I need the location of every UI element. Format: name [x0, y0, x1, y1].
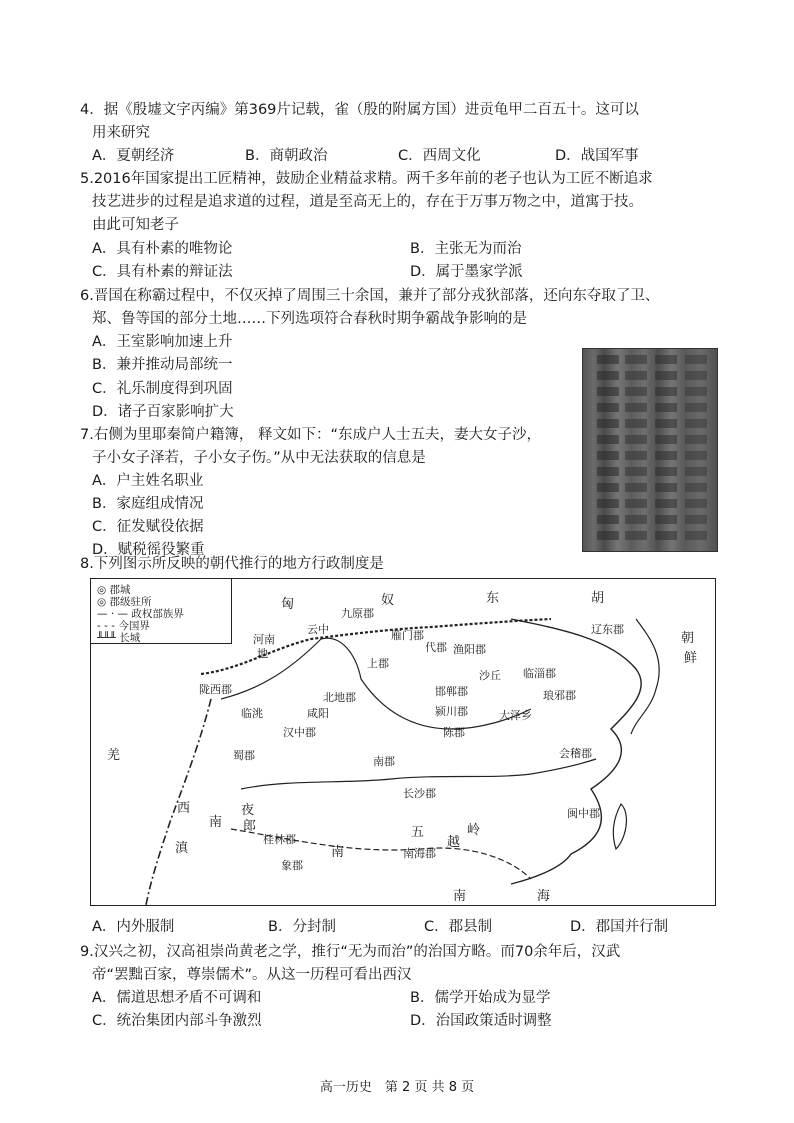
q6-option-d: D．诸子百家影响扩大 [92, 404, 234, 420]
region-qiang: 羌 [107, 748, 121, 763]
q4-option-c: C．西周文化 [398, 148, 481, 164]
q7-option-a: A．户主姓名职业 [92, 473, 204, 489]
q7-option-c: C．征发赋役依据 [92, 519, 204, 535]
commandery-shang: 上郡 [367, 657, 389, 670]
q5-option-c: C．具有朴素的辩证法 [92, 264, 233, 280]
q4-option-d: D．战国军事 [555, 148, 639, 164]
q5-option-b: B．主张无为而治 [410, 241, 522, 257]
legend-commandery-seat: ◎ 郡城 [97, 584, 131, 596]
region-yue: 越 [447, 835, 461, 850]
region-ling: 岭 [467, 823, 481, 838]
commandery-yuyang: 渔阳郡 [453, 643, 486, 656]
q7-line2: 子小女子泽若，子小女子伤。”从中无法获取的信息是 [92, 450, 426, 466]
commandery-xiang: 象郡 [281, 859, 303, 872]
commandery-yunzhong: 云中 [307, 623, 329, 636]
region-xi: 西 [177, 801, 191, 816]
legend-commandery-station: ◎ 郡级驻所 [97, 596, 152, 608]
region-nan-1: 南 [209, 815, 223, 830]
q5-option-d: D．属于墨家学派 [410, 264, 523, 280]
q4-line1: 4．据《殷墟文字丙编》第369片记载，雀（殷的附属方国）进贡龟甲二百五十。这可以 [80, 102, 639, 118]
commandery-yanmen: 雁门郡 [391, 629, 424, 642]
q5-line3: 由此可知老子 [92, 217, 179, 233]
q7-line1: 7.右侧为里耶秦简户籍簿， 释文如下：“东成户人士五夫，妻大女子沙， [80, 427, 541, 443]
q9-option-a: A．儒道思想矛盾不可调和 [92, 990, 262, 1006]
commandery-beidi: 北地郡 [323, 691, 356, 704]
commandery-linzi: 临淄郡 [523, 667, 556, 680]
place-dazexiang: 大泽乡 [499, 709, 532, 722]
qin-bamboo-slip-image [582, 348, 718, 552]
q6-line1: 6.晋国在称霸过程中，不仅灭掉了周围三十余国，兼并了部分戎狄部落，还向东夺取了卫、 [80, 288, 660, 304]
commandery-longxi: 陇西郡 [199, 683, 232, 696]
q9-option-c: C．统治集团内部斗争激烈 [92, 1013, 262, 1029]
commandery-shu: 蜀郡 [233, 749, 255, 762]
commandery-liaodong: 辽东郡 [591, 623, 624, 636]
q8-option-b: B．分封制 [268, 919, 336, 935]
region-lang: 郎 [243, 819, 257, 834]
commandery-kuaiji: 会稽郡 [559, 747, 592, 760]
legend-great-wall: ╨╨╨ 长城 [97, 632, 141, 644]
region-nan-3: 南 [453, 889, 467, 904]
q8-option-c: C．郡县制 [424, 919, 493, 935]
q5-line1: 5.2016年国家提出工匠精神，鼓励企业精益求精。两千多年前的老子也认为工匠不断追求 [80, 171, 653, 187]
place-lintao: 临洮 [241, 707, 263, 720]
legend-modern-border: - - - 今国界 [97, 620, 150, 632]
region-ye: 夜 [241, 803, 255, 818]
q6-option-a: A．王室影响加速上升 [92, 334, 233, 350]
commandery-yingchuan: 颍川郡 [435, 705, 468, 718]
region-nu: 奴 [381, 593, 395, 608]
q4-option-b: B．商朝政治 [245, 148, 328, 164]
region-di: 地 [257, 647, 268, 660]
page-footer: 高一历史 第 2 页 共 8 页 [319, 1080, 475, 1095]
region-hu: 胡 [591, 591, 605, 606]
commandery-jiuyuan: 九原郡 [341, 607, 374, 620]
commandery-changsha: 长沙郡 [403, 787, 436, 800]
legend-regime-border: — · — 政权部族界 [97, 608, 184, 620]
region-xian: 鲜 [684, 651, 698, 666]
region-nan-2: 南 [331, 845, 345, 860]
q5-option-a: A．具有朴素的唯物论 [92, 241, 233, 257]
map-legend [91, 579, 232, 644]
region-wu: 五 [411, 825, 425, 840]
q6-line2: 郑、鲁等国的部分土地……下列选项符合春秋时期争霸战争影响的是 [92, 311, 527, 327]
region-dong: 东 [486, 591, 500, 606]
q7-option-b: B．家庭组成情况 [92, 496, 204, 512]
commandery-langya: 琅邪郡 [543, 689, 576, 702]
q8-line1: 8.下列图示所反映的朝代推行的地方行政制度是 [80, 556, 384, 572]
region-chao: 朝 [681, 631, 695, 646]
q9-option-d: D．治国政策适时调整 [410, 1013, 552, 1029]
q4-line2: 用来研究 [92, 125, 150, 141]
commandery-dai: 代郡 [425, 641, 447, 654]
commandery-nan: 南郡 [373, 755, 395, 768]
q8-option-d: D．郡国并行制 [570, 919, 669, 935]
q6-option-c: C．礼乐制度得到巩固 [92, 381, 233, 397]
commandery-handan: 邯郸郡 [435, 685, 468, 698]
qin-dynasty-map [90, 578, 716, 906]
q9-option-b: B．儒学开始成为显学 [410, 990, 551, 1006]
region-xiong: 匈 [281, 597, 295, 612]
place-shaqiu: 沙丘 [479, 669, 501, 682]
region-dian: 滇 [175, 841, 189, 856]
q4-option-a: A．夏朝经济 [92, 148, 175, 164]
commandery-minzhong: 闽中郡 [567, 807, 600, 820]
commandery-chen: 陈郡 [443, 726, 465, 739]
q6-option-b: B．兼并推动局部统一 [92, 357, 233, 373]
q7-option-d: D．赋税徭役繁重 [92, 542, 205, 558]
region-henan: 河南 [253, 633, 275, 646]
commandery-guilin: 桂林郡 [263, 833, 296, 846]
commandery-nanhai: 南海郡 [403, 847, 436, 860]
q9-line1: 9.汉兴之初，汉高祖崇尚黄老之学，推行“无为而治”的治国方略。而70余年后，汉武 [80, 944, 621, 960]
region-hai: 海 [537, 889, 551, 904]
commandery-hanzhong: 汉中郡 [283, 726, 316, 739]
q9-line2: 帝“罢黜百家，尊崇儒术”。从这一历程可看出西汉 [92, 967, 412, 983]
capital-xianyang: 咸阳 [307, 707, 329, 720]
q8-option-a: A．内外服制 [92, 919, 175, 935]
q5-line2: 技艺进步的过程是追求道的过程，道是至高无上的，存在于万事万物之中，道寓于技。 [92, 194, 643, 210]
